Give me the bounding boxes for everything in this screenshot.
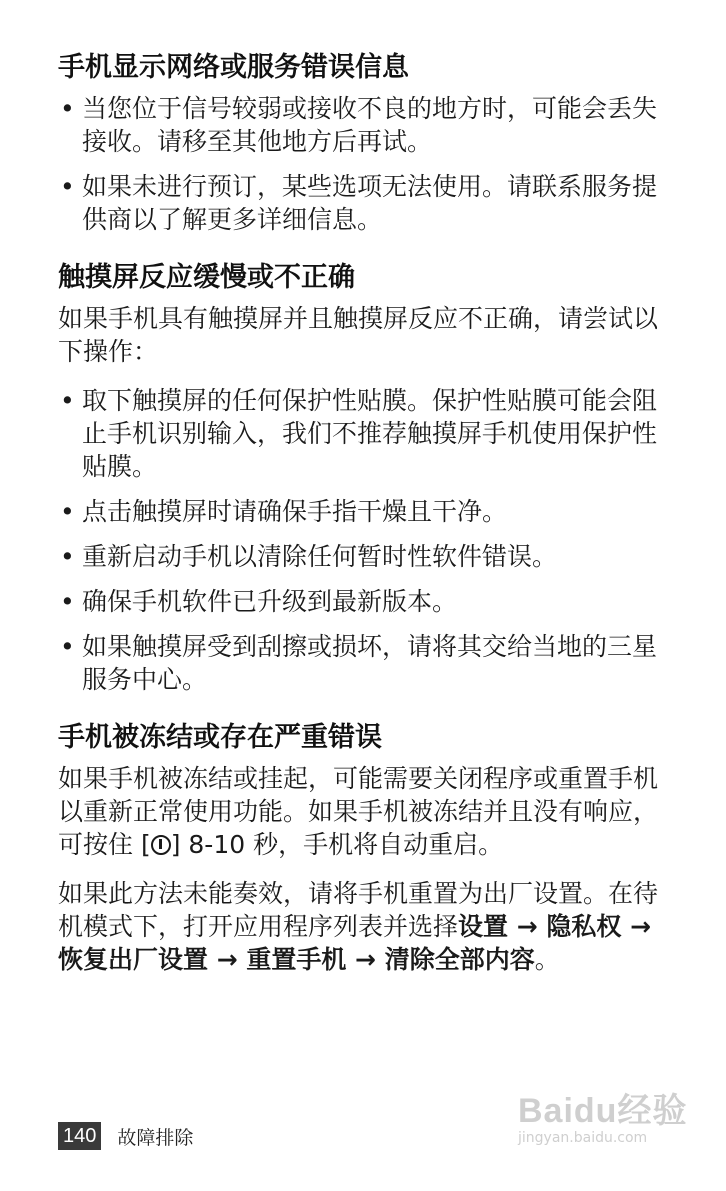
bullet: • [60, 172, 75, 201]
list-item: • 重新启动手机以清除任何暂时性软件错误。 [60, 542, 558, 571]
frozen-section [58, 720, 678, 976]
bullet: • [60, 632, 75, 661]
touchscreen-intro: 如果手机具有触摸屏并且触摸屏反应不正确，请尝试以下操作： [58, 304, 659, 366]
touchscreen-section [58, 260, 678, 696]
section-title-frozen: 手机被冻结或存在严重错误 [58, 722, 382, 753]
bullet: • [60, 94, 75, 123]
touchscreen-list [58, 384, 678, 696]
bullet: • [60, 542, 75, 571]
list-item: • 如果触摸屏受到刮擦或损坏，请将其交给当地的三星服务中心。 [60, 632, 658, 694]
watermark-logo: Baidu经验 [518, 1092, 688, 1130]
page-content [58, 50, 678, 992]
bullet: • [60, 497, 75, 526]
frozen-paragraph-2: 如果此方法未能奏效，请将手机重置为出厂设置。在待机模式下，打开应用程序列表并选择设置 → 隐私权 → 恢复出厂设置 → 重置手机 → 清除全部内容。 [58, 879, 659, 974]
bullet: • [60, 386, 75, 415]
list-item: • 确保手机软件已升级到最新版本。 [60, 587, 458, 616]
list-item: • 取下触摸屏的任何保护性贴膜。保护性贴膜可能会阻止手机识别输入，我们不推荐触摸屏手机使用保护性贴膜。 [60, 386, 658, 481]
power-icon [151, 835, 171, 855]
frozen-paragraph-1: 如果手机被冻结或挂起，可能需要关闭程序或重置手机以重新正常使用功能。如果手机被冻结并且没有响应，可按住 [ ] 8-10 秒，手机将自动重启。 [58, 764, 659, 859]
menu-path: 设置 → 隐私权 → 恢复出厂设置 → 重置手机 → 清除全部内容 [58, 912, 652, 974]
list-item: • 当您位于信号较弱或接收不良的地方时，可能会丢失接收。请移至其他地方后再试。 [60, 94, 658, 156]
network-error-list [58, 92, 678, 236]
list-item: • 点击触摸屏时请确保手指干燥且干净。 [60, 497, 508, 526]
chapter-label: 故障排除 [117, 1126, 194, 1149]
bullet: • [60, 587, 75, 616]
page-footer [58, 1121, 193, 1151]
section-title-touchscreen: 触摸屏反应缓慢或不正确 [58, 262, 355, 293]
section-title-network-error: 手机显示网络或服务错误信息 [58, 52, 409, 83]
page-number: 140 [58, 1122, 101, 1150]
watermark-url: jingyan.baidu.com [518, 1130, 648, 1146]
list-item: • 如果未进行预订，某些选项无法使用。请联系服务提供商以了解更多详细信息。 [60, 172, 658, 234]
baidu-watermark [518, 1083, 688, 1163]
